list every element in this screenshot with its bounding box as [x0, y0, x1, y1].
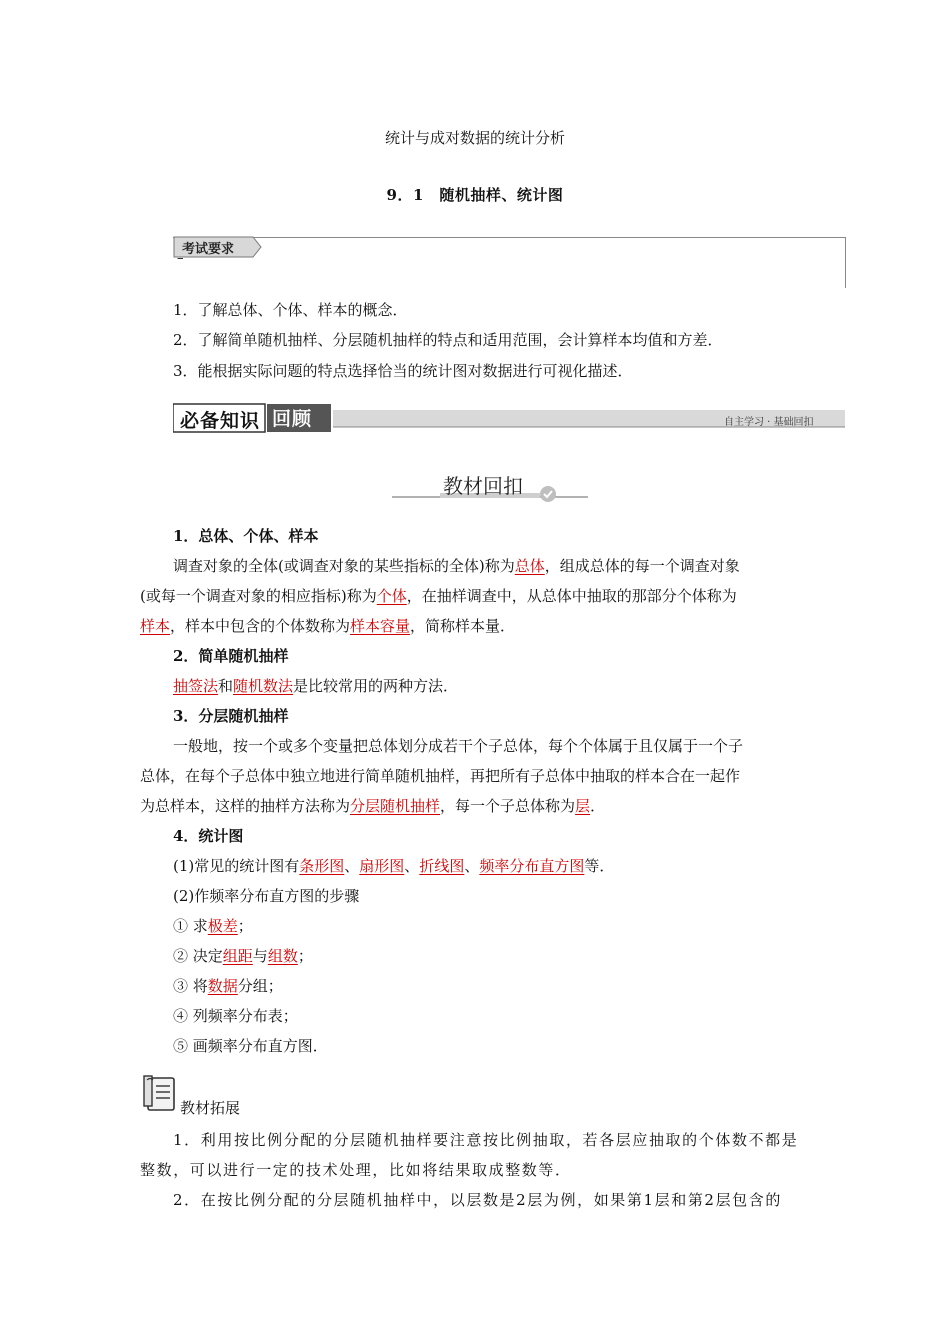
section-heading: 1．总体、个体、样本	[173, 527, 319, 545]
text: (或每一个调查对象的相应指标)称为	[140, 587, 377, 605]
keyword: 组数	[267, 947, 298, 965]
text: 为总样本，这样的抽样方法称为	[140, 797, 351, 815]
notebook-icon	[142, 1074, 180, 1114]
step-item	[173, 976, 823, 996]
text: 是比较常用的两种方法．	[293, 677, 459, 695]
requirement-item: 1．了解总体、个体、样本的概念．	[173, 301, 408, 319]
paragraph-line: 总体，在每个子总体中独立地进行简单随机抽样，再把所有子总体中抽取的样本合在一起作	[140, 767, 741, 785]
paragraph-line	[173, 556, 823, 576]
keyword: 分层随机抽样	[350, 797, 441, 815]
paragraph-line	[173, 676, 823, 696]
paragraph-line: 1．利用按比例分配的分层随机抽样要注意按比例抽取，若各层应抽取的个体数不都是	[173, 1131, 799, 1149]
text: ，在抽样调查中，从总体中抽取的那部分个体称为	[406, 587, 737, 605]
keyword: 随机数法	[233, 677, 294, 695]
text: 调查对象的全体(或调查对象的某些指标的全体)称为	[173, 557, 515, 575]
text: ② 决定	[173, 947, 223, 965]
text: 与	[252, 947, 268, 965]
requirement-item: 2．了解简单随机抽样、分层随机抽样的特点和适用范围，会计算样本均值和方差．	[173, 331, 723, 349]
section-heading: 3．分层随机抽样	[173, 707, 289, 725]
step-item: ⑤ 画频率分布直方图．	[173, 1037, 328, 1055]
banner-right-label: 自主学习 · 基础回扣	[724, 417, 814, 428]
step-item	[173, 946, 823, 966]
keyword: 极差	[207, 917, 238, 935]
extension-label: 教材拓展	[180, 1099, 241, 1117]
text: 等．	[584, 857, 615, 875]
keyword: 扇形图	[359, 857, 405, 875]
section-title: 9．1 随机抽样、统计图	[386, 186, 564, 204]
paragraph-line	[140, 586, 820, 606]
keyword: 层	[575, 797, 591, 815]
keyword: 样本容量	[350, 617, 411, 635]
requirement-item: 3．能根据实际问题的特点选择恰当的统计图对数据进行可视化描述．	[173, 362, 633, 380]
paragraph-line	[140, 616, 820, 636]
banner-left-label: 必备知识	[180, 410, 261, 432]
keyword: 频率分布直方图	[479, 857, 585, 875]
text: ．	[590, 797, 606, 815]
step-item	[173, 916, 823, 936]
keyword: 折线图	[419, 857, 465, 875]
keyword: 样本	[140, 617, 171, 635]
section-heading: 2．简单随机抽样	[173, 647, 289, 665]
keyword: 抽签法	[173, 677, 219, 695]
keyword: 总体	[514, 557, 545, 575]
requirements-tab-label: 考试要求	[182, 242, 235, 257]
text: ；	[237, 917, 253, 935]
text: 和	[218, 677, 234, 695]
step-item: ④ 列频率分布表；	[173, 1007, 298, 1025]
text: (1)常见的统计图有	[173, 857, 300, 875]
text: 、	[464, 857, 480, 875]
paragraph-line: (2)作频率分布直方图的步骤	[173, 887, 360, 905]
keyword: 数据	[207, 977, 238, 995]
text: ① 求	[173, 917, 208, 935]
text: ，简称样本量．	[410, 617, 516, 635]
text: ，组成总体的每一个调查对象	[544, 557, 740, 575]
keyword: 组距	[222, 947, 253, 965]
text: 、	[344, 857, 360, 875]
text: 分组；	[237, 977, 283, 995]
requirements-frame	[173, 237, 846, 288]
banner-highlight-label: 回顾	[272, 408, 313, 430]
text: ；	[297, 947, 313, 965]
keyword: 个体	[376, 587, 407, 605]
jiaocai-title: 教材回扣	[443, 474, 523, 498]
paragraph-line: 2．在按比例分配的分层随机抽样中，以层数是2层为例，如果第1层和第2层包含的	[173, 1191, 782, 1209]
section-heading: 4．统计图	[173, 827, 244, 845]
text: ，样本中包含的个体数称为	[170, 617, 351, 635]
paragraph-line: 整数，可以进行一定的技术处理，比如将结果取成整数等．	[140, 1161, 572, 1179]
paragraph-line	[140, 796, 820, 816]
page-title: 统计与成对数据的统计分析	[384, 129, 565, 147]
paragraph-line: 一般地，按一个或多个变量把总体划分成若干个子总体，每个个体属于且仅属于一个子	[173, 737, 744, 755]
keyword: 条形图	[299, 857, 345, 875]
text: ③ 将	[173, 977, 208, 995]
paragraph-line	[173, 856, 823, 876]
text: ，每一个子总体称为	[440, 797, 576, 815]
text: 、	[404, 857, 420, 875]
